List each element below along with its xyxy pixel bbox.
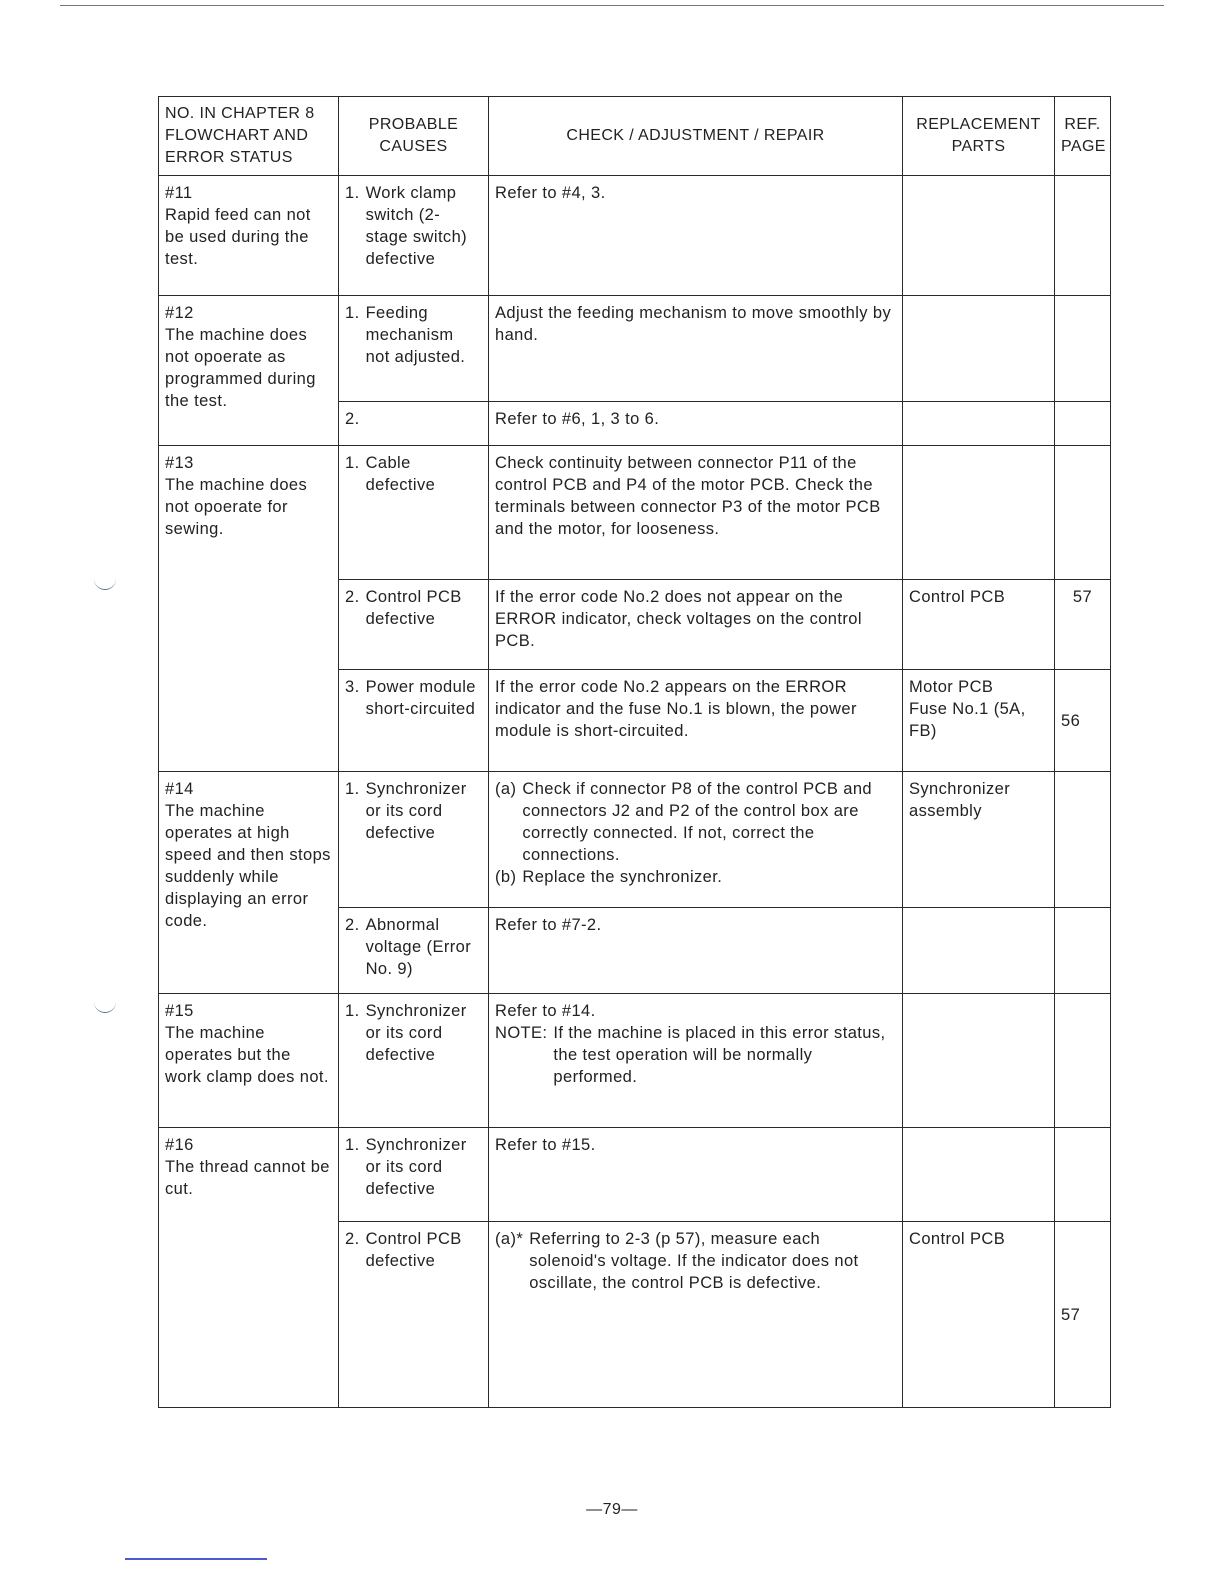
page-cell [1055,994,1111,1128]
cause-cell [339,446,489,580]
error-status-cell [159,1128,339,1408]
error-description: The machine does not opoerate as programmed during the test. [165,326,316,410]
header-causes: PROBABLE CAUSES [339,97,489,176]
error-status-cell [159,994,339,1128]
page-cell: 56 [1055,670,1111,772]
cause-number: 1. [345,304,360,322]
parts-cell [903,446,1055,580]
error-description: The machine operates at high speed and then stops suddenly while displaying an error code. [165,802,331,930]
page-cell [1055,176,1111,296]
margin-mark [94,575,116,590]
cause-cell [339,1128,489,1222]
header-check: CHECK / ADJUSTMENT / REPAIR [489,97,903,176]
cause-number: 1. [345,454,360,472]
cause-text: Synchronizer or its cord defective [365,1136,467,1198]
cause-number: 2. [345,410,360,428]
cause-number: 1. [345,780,360,798]
cause-number: 3. [345,678,360,696]
step-text: Referring to 2-3 (p 57), measure each solenoid's voltage. If the indicator does not oscillate, the control PCB is defective. [529,1230,859,1292]
cause-cell [339,296,489,402]
cause-text: Control PCB defective [365,1230,462,1270]
part-name: Fuse No.1 (5A, FB) [909,700,1026,740]
cause-cell [339,176,489,296]
cause-cell [339,772,489,908]
parts-cell [903,994,1055,1128]
repair-cell: Refer to #15. [489,1128,903,1222]
parts-cell [903,1128,1055,1222]
step-label: (a)* [495,1230,524,1248]
cause-number: 1. [345,1136,360,1154]
bottom-rule [125,1558,267,1560]
cause-cell [339,908,489,994]
error-description: The thread cannot be cut. [165,1158,330,1198]
parts-cell [903,670,1055,772]
repair-cell: If the error code No.2 appears on the ERROR indicator and the fuse No.1 is blown, the power module is short-circuited. [489,670,903,772]
cause-number: 1. [345,184,360,202]
table-row [159,446,1111,580]
note-label: NOTE: [495,1024,548,1042]
page-number: —79— [586,1501,638,1518]
table-row [159,1128,1111,1222]
cause-text: Power module short-circuited [365,678,476,718]
cause-number: 2. [345,588,360,606]
page-cell [1055,446,1111,580]
error-status-cell [159,772,339,994]
note-text: If the machine is placed in this error status, the test operation will be normally performed. [553,1024,886,1086]
error-status-cell [159,446,339,772]
parts-cell: Control PCB [903,1222,1055,1408]
error-number: #16 [165,1136,194,1154]
error-status-cell [159,176,339,296]
parts-cell [903,176,1055,296]
step-text: Check if connector P8 of the control PCB and connectors J2 and P2 of the control box are correctly connected. If not, correct the connections. [522,780,872,864]
page-cell [1055,908,1111,994]
error-number: #14 [165,780,194,798]
page-cell [1055,772,1111,908]
troubleshooting-table [158,96,1111,1408]
table-header-row [159,97,1111,176]
cause-cell [339,1222,489,1408]
header-page: REF. PAGE [1055,97,1111,176]
table-row [159,176,1111,296]
repair-cell [489,1222,903,1408]
cause-text: Cable defective [365,454,436,494]
step-label: (a) [495,780,517,798]
parts-cell: Control PCB [903,580,1055,670]
cause-cell [339,670,489,772]
cause-number: 1. [345,1002,360,1020]
repair-text: Refer to #14. [495,1002,596,1020]
margin-mark [94,998,116,1013]
cause-cell [339,580,489,670]
repair-cell: Adjust the feeding mechanism to move smoothly by hand. [489,296,903,402]
cause-number: 2. [345,916,360,934]
error-number: #12 [165,304,194,322]
parts-cell [903,908,1055,994]
page-cell: 57 [1055,580,1111,670]
cause-number: 2. [345,1230,360,1248]
step-label: (b) [495,868,517,886]
parts-cell [903,402,1055,446]
cause-text: Work clamp switch (2-stage switch) defective [365,184,468,268]
header-parts: REPLACEMENT PARTS [903,97,1055,176]
error-number: #13 [165,454,194,472]
header-no: NO. IN CHAPTER 8 FLOWCHART AND ERROR STATUS [159,97,339,176]
part-name: Motor PCB [909,678,994,696]
cause-text: Abnormal voltage (Error No. 9) [365,916,472,978]
repair-cell: Refer to #7-2. [489,908,903,994]
repair-cell [489,994,903,1128]
repair-cell: Refer to #4, 3. [489,176,903,296]
table-row [159,772,1111,908]
error-number: #11 [165,184,193,202]
error-status-cell [159,296,339,446]
table-row [159,994,1111,1128]
page-cell [1055,296,1111,402]
page-cell [1055,402,1111,446]
cause-text: Synchronizer or its cord defective [365,780,467,842]
cause-cell [339,994,489,1128]
error-number: #15 [165,1002,194,1020]
cause-text: Control PCB defective [365,588,462,628]
cause-text: Synchronizer or its cord defective [365,1002,467,1064]
error-description: The machine does not opoerate for sewing. [165,476,308,538]
top-rule [60,5,1164,6]
repair-cell: If the error code No.2 does not appear on the ERROR indicator, check voltages on the control PCB. [489,580,903,670]
table-row [159,296,1111,402]
repair-cell: Check continuity between connector P11 of the control PCB and P4 of the motor PCB. Check the terminals between connector P3 of the motor PCB and the motor, for looseness. [489,446,903,580]
step-text: Replace the synchronizer. [522,868,723,886]
repair-cell [489,772,903,908]
page-cell [1055,1128,1111,1222]
cause-text: Feeding mechanism not adjusted. [365,304,466,366]
cause-cell [339,402,489,446]
error-description: The machine operates but the work clamp does not. [165,1024,329,1086]
page-cell: 57 [1055,1222,1111,1408]
parts-cell: Synchronizer assembly [903,772,1055,908]
repair-cell: Refer to #6, 1, 3 to 6. [489,402,903,446]
error-description: Rapid feed can not be used during the test. [165,206,311,268]
parts-cell [903,296,1055,402]
